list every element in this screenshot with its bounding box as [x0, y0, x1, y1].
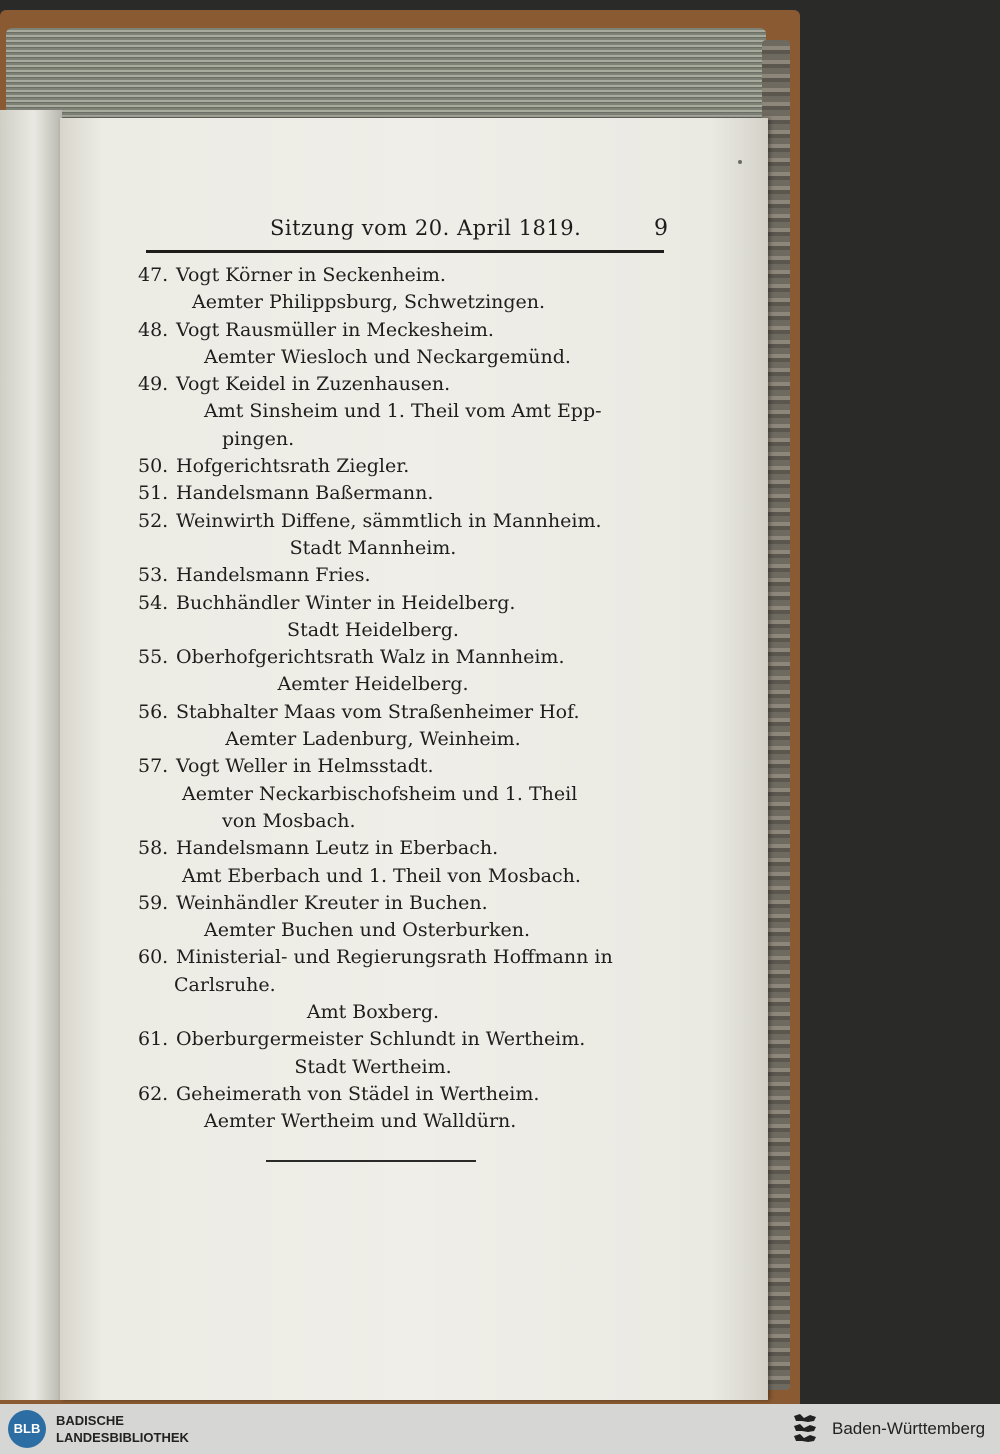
entry-number: 48.	[138, 318, 169, 341]
entry-text: Weinhändler Kreuter in Buchen.	[176, 891, 488, 914]
entry-text: Hofgerichtsrath Ziegler.	[176, 455, 410, 478]
list-line	[138, 453, 668, 480]
stag-lion-coat-of-arms-icon[interactable]	[790, 1412, 822, 1446]
entry-number: 61.	[138, 1028, 169, 1051]
entry-text: Oberburgermeister Schlundt in Wertheim.	[176, 1028, 586, 1051]
list-line	[138, 1081, 668, 1108]
list-line	[138, 863, 668, 890]
entry-number: 56.	[138, 700, 169, 723]
blb-logo-icon[interactable]: BLB	[8, 1410, 46, 1448]
district-text: Aemter Ladenburg, Weinheim.	[225, 728, 521, 751]
library-name-line1: BADISCHE	[56, 1413, 124, 1428]
entry-text: Vogt Weller in Helmsstadt.	[176, 755, 434, 778]
list-line	[138, 999, 668, 1026]
entry-number: 58.	[138, 837, 169, 860]
list-line	[138, 671, 668, 698]
closing-rule	[266, 1160, 476, 1162]
list-line	[138, 1026, 668, 1053]
district-text: Aemter Wiesloch und Neckargemünd.	[204, 345, 571, 368]
entry-text: Carlsruhe.	[174, 973, 276, 996]
list-line	[138, 808, 668, 835]
state-name[interactable]: Baden-Württemberg	[832, 1419, 986, 1438]
entry-number: 59.	[138, 891, 169, 914]
list-line	[138, 781, 668, 808]
entry-text: Oberhofgerichtsrath Walz in Mannheim.	[176, 646, 565, 669]
entry-number: 57.	[138, 755, 169, 778]
list-line	[138, 890, 668, 917]
district-text: Stadt Mannheim.	[289, 536, 457, 559]
district-text: Amt Sinsheim und 1. Theil vom Amt Epp-	[204, 400, 602, 423]
entry-text: Geheimerath von Städel in Wertheim.	[176, 1082, 540, 1105]
list-line	[138, 1054, 668, 1081]
list-line	[138, 398, 668, 425]
left-page-edge	[0, 110, 62, 1400]
district-text: Stadt Heidelberg.	[287, 618, 459, 641]
entry-number: 55.	[138, 646, 169, 669]
entry-text: Weinwirth Diffene, sämmtlich in Mannheim.	[176, 509, 602, 532]
district-text: Aemter Buchen und Osterburken.	[204, 919, 531, 942]
district-text: von Mosbach.	[222, 809, 356, 832]
list-line	[138, 1108, 668, 1135]
entry-text: Vogt Rausmüller in Meckesheim.	[176, 318, 494, 341]
entry-text: Handelsmann Leutz in Eberbach.	[176, 837, 499, 860]
district-text: Stadt Wertheim.	[294, 1055, 452, 1078]
list-line	[138, 917, 668, 944]
district-text: Aemter Neckarbischofsheim und 1. Theil	[182, 782, 578, 805]
list-line	[138, 262, 668, 289]
district-text: Amt Boxberg.	[306, 1001, 440, 1024]
library-name[interactable]	[56, 1412, 189, 1446]
entry-number: 47.	[138, 264, 169, 286]
list-line	[138, 317, 668, 344]
list-line	[138, 944, 668, 971]
library-name-line2: LANDESBIBLIOTHEK	[56, 1430, 189, 1445]
district-text: Aemter Wertheim und Walldürn.	[204, 1110, 517, 1133]
list-line	[138, 972, 668, 999]
entry-text: Handelsmann Fries.	[176, 564, 371, 587]
page-number: 9	[654, 216, 668, 241]
list-line	[138, 644, 668, 671]
list-line	[138, 590, 668, 617]
header-rule	[146, 250, 664, 253]
list-line	[138, 371, 668, 398]
list-line	[138, 835, 668, 862]
list-line	[138, 562, 668, 589]
deputy-list	[138, 262, 668, 1136]
entry-text: Vogt Keidel in Zuzenhausen.	[176, 373, 451, 396]
entry-number: 51.	[138, 482, 169, 505]
district-text: Amt Eberbach und 1. Theil von Mosbach.	[182, 864, 581, 887]
list-line	[138, 480, 668, 507]
list-line	[138, 753, 668, 780]
entry-number: 52.	[138, 509, 169, 532]
entry-number: 54.	[138, 591, 169, 614]
district-text: Aemter Heidelberg.	[277, 673, 469, 696]
footer-bar	[0, 1404, 1000, 1454]
district-text: Aemter Philippsburg, Schwetzingen.	[192, 291, 546, 314]
list-line	[138, 289, 668, 316]
entry-text: Ministerial- und Regierungsrath Hoffmann in	[176, 946, 613, 969]
entry-number: 53.	[138, 564, 169, 587]
entry-number: 50.	[138, 455, 169, 478]
entry-text: Vogt Körner in Seckenheim.	[176, 264, 446, 286]
entry-text: Buchhändler Winter in Heidelberg.	[176, 591, 516, 614]
list-line	[138, 726, 668, 753]
district-text: pingen.	[222, 427, 295, 450]
entry-number: 60.	[138, 946, 169, 969]
list-line	[138, 699, 668, 726]
header-title: Sitzung vom 20. April 1819.	[270, 216, 582, 240]
entry-number: 62.	[138, 1082, 169, 1105]
list-line	[138, 344, 668, 371]
entry-text: Handelsmann Baßermann.	[176, 482, 434, 505]
list-line	[138, 426, 668, 453]
entry-text: Stabhalter Maas vom Straßenheimer Hof.	[176, 700, 580, 723]
running-header	[148, 214, 668, 248]
paper-speck	[738, 160, 742, 164]
entry-number: 49.	[138, 373, 169, 396]
list-line	[138, 535, 668, 562]
list-line	[138, 617, 668, 644]
list-line	[138, 508, 668, 535]
